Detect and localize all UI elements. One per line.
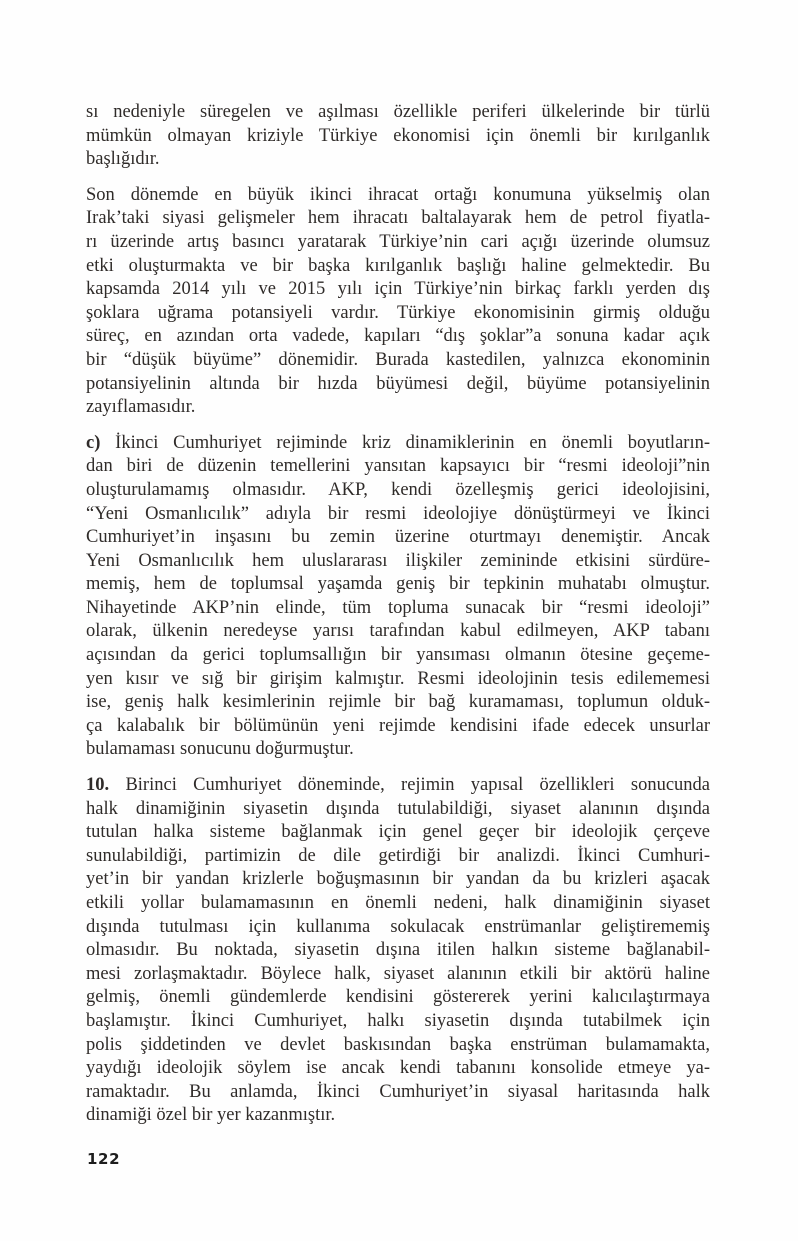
text-line: mümkün olmayan kriziyle Türkiye ekonomisi için önemli bir kırılganlık: [86, 125, 710, 146]
text-line: sunulabildiği, partimizin de dile getirdiği bir analizdi. İkinci Cumhuri-: [86, 845, 710, 866]
text-line: şoklara uğrama potansiyeli vardır. Türkiye ekonomisinin girmiş olduğu: [86, 302, 710, 323]
text-line: etki oluşturmakta ve bir başka kırılganlık başlığı haline gelmektedir. Bu: [86, 255, 710, 276]
text-line: bir “düşük büyüme” dönemidir. Burada kastedilen, yalnızca ekonominin: [86, 349, 710, 370]
text-line: zayıflamasıdır.: [86, 397, 196, 418]
text-line: halk dinamiğinin siyasetin dışında tutulabildiği, siyaset alanının dışında: [86, 798, 710, 819]
text-line: gelmiş, önemli gündemlerde kendisini göstererek yerini kalıcılaştırmaya: [86, 987, 710, 1008]
text-line: olmasıdır. Bu noktada, siyasetin dışına itilen halkın sisteme bağlanabil-: [86, 940, 710, 961]
text-line: memiş, hem de toplumsal yaşamda geniş bir tepkinin muhatabı olmuştur.: [86, 574, 710, 595]
paragraph: [86, 774, 710, 1128]
text-line: dan biri de düzenin temellerini yansıtan kapsayıcı bir “resmi ideoloji”nin: [86, 456, 710, 477]
text-line: 10. Birinci Cumhuriyet döneminde, rejimin yapısal özellikleri sonucunda: [86, 775, 710, 796]
text-line: polis şiddetinden ve devlet baskısından başka enstrüman bulamamakta,: [86, 1034, 710, 1055]
paragraph: [86, 101, 710, 172]
text-line: c) İkinci Cumhuriyet rejiminde kriz dinamiklerinin en önemli boyutların-: [86, 432, 710, 453]
text-line: ça kalabalık bir bölümünün yeni rejimde kendisini ifade edecek unsurlar: [86, 715, 710, 736]
text-line: etkili yollar bulamamasının en önemli nedeni, halk dinamiğinin siyaset: [86, 893, 710, 913]
text-line: mesi zorlaşmaktadır. Böylece halk, siyaset alanının etkili bir aktörü haline: [86, 963, 710, 984]
text-line: yaydığı ideolojik söylem ise ancak kendi tabanını konsolide etmeye ya-: [86, 1058, 710, 1079]
text-line: potansiyelinin altında bir hızda büyümesi değil, büyüme potansiyelinin: [86, 373, 710, 394]
text-line: süreç, en azından orta vadede, kapıları “dış şoklar”a sonuna kadar açık: [86, 326, 710, 347]
page-text: [86, 101, 710, 1140]
text-line: oluşturulamamış olmasıdır. AKP, kendi özelleşmiş gerici ideolojisini,: [86, 479, 710, 500]
text-line: ramaktadır. Bu anlamda, İkinci Cumhuriyet’in siyasal haritasında halk: [86, 1081, 710, 1102]
text-line: başlamıştır. İkinci Cumhuriyet, halkı siyasetin dışında tutabilmek için: [86, 1010, 710, 1031]
paragraph: [86, 184, 710, 420]
text-line: rı üzerinde artış basıncı yaratarak Türkiye’nin cari açığı üzerinde olumsuz: [86, 231, 710, 252]
text-line: dinamiği özel bir yer kazanmıştır.: [86, 1105, 336, 1126]
text-line: başlığıdır.: [86, 149, 160, 170]
text-line: açısından da gerici toplumsallığın bir yansıması olmanın ötesine geçeme-: [86, 645, 710, 666]
text-line: yet’in bir yandan krizlerle boğuşmasının bir yandan da bu krizleri aşacak: [86, 869, 710, 890]
paragraph: [86, 432, 710, 762]
text-line: kapsamda 2014 yılı ve 2015 yılı için Türkiye’nin birkaç farklı yerden dış: [86, 279, 710, 300]
text-line: “Yeni Osmanlıcılık” adıyla bir resmi ideolojiye dönüştürmeyi ve İkinci: [86, 503, 710, 524]
paragraph-lead: 10.: [86, 775, 110, 796]
text-line: Yeni Osmanlıcılık hem uluslararası ilişkiler zemininde etkisini sürdüre-: [86, 550, 710, 571]
text-line: ise, geniş halk kesimlerinin rejimle bir bağ kuramaması, toplumun olduk-: [86, 692, 710, 713]
text-line: bulamaması sonucunu doğurmuştur.: [86, 739, 354, 760]
text-line: Son dönemde en büyük ikinci ihracat ortağı konumuna yükselmiş olan: [86, 184, 710, 205]
paragraph-lead: c): [86, 432, 101, 453]
text-line: Nihayetinde AKP’nin elinde, tüm topluma sunacak bir “resmi ideoloji”: [86, 597, 710, 618]
text-line: yen kısır ve sığ bir girişim kalmıştır. Resmi ideolojinin tesis edilememesi: [86, 668, 710, 689]
text-line: Irak’taki siyasi gelişmeler hem ihracatı baltalayarak hem de petrol fiyatla-: [86, 208, 710, 229]
page-number: 122: [87, 1150, 121, 1168]
text-line: Cumhuriyet’in inşasını bu zemin üzerine oturtmayı denemiştir. Ancak: [86, 527, 710, 548]
text-line: tutulan halka sisteme bağlanmak için genel geçer bir ideolojik çerçeve: [86, 822, 710, 843]
text-line: olarak, ülkenin neredeyse yarısı tarafından kabul edilmeyen, AKP tabanı: [86, 621, 710, 642]
text-line: sı nedeniyle süregelen ve aşılması özellikle periferi ülkelerinde bir türlü: [86, 102, 710, 122]
text-line: dışında tutulması için kullanıma sokulacak enstrümanlar geliştirememiş: [86, 916, 710, 937]
